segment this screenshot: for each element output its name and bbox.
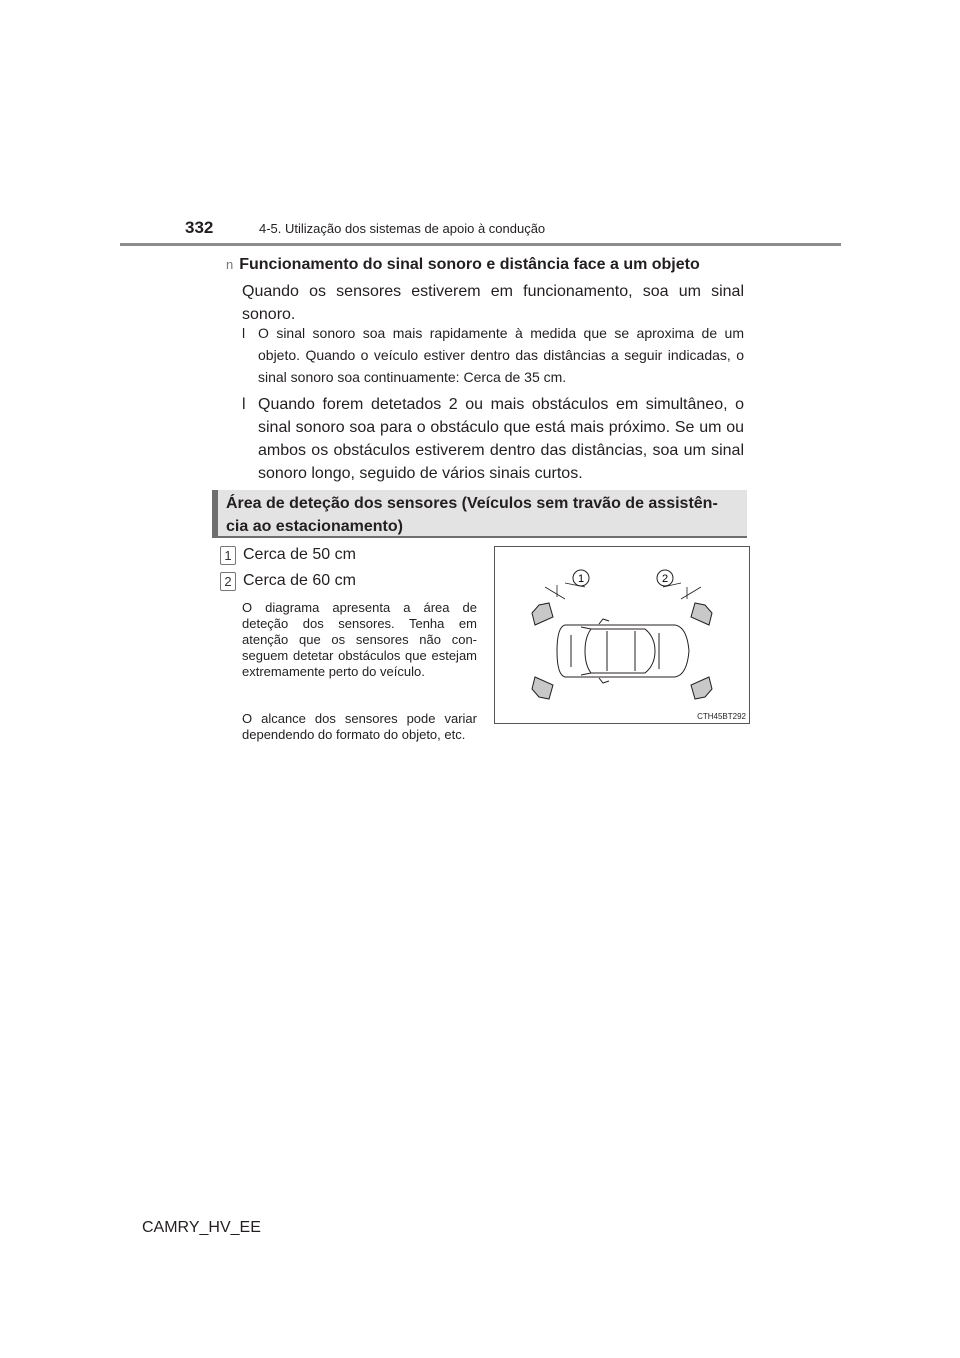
bullet-text: O sinal sonoro soa mais rapidamente à medida que se aproxima de um objeto. Quando o veículo estiver dentro das distâncias a seguir indicadas, o sinal sonoro soa continuamente: Cerca de 35 cm. — [258, 325, 744, 385]
legend-item-1 — [220, 546, 356, 565]
legend-text-2: Cerca de 60 cm — [243, 572, 356, 589]
sensor-zone-rear-upper — [532, 603, 553, 625]
sensor-zone-rear-lower — [532, 677, 553, 699]
legend-number-2: 2 — [220, 572, 236, 591]
callout-2-label: 2 — [661, 573, 669, 585]
header-rule — [120, 243, 841, 246]
car-sensor-illustration — [495, 547, 751, 725]
bullet-item — [242, 393, 744, 485]
callout-1-marker — [573, 570, 589, 586]
car-top-view — [557, 619, 689, 683]
sensor-detection-diagram — [494, 546, 750, 724]
bullet-marker: l — [242, 325, 246, 341]
bullet-text: Quando forem detetados 2 ou mais obstáculos em simultâneo, o sinal sonoro soa para o obstáculo que está mais próximo. Se um ou ambos os obstáculos estiverem dentro das distâncias, soa um sinal sonoro longo, seguido de vários sinais curtos. — [258, 396, 744, 482]
note-paragraph: O alcance dos sensores pode variar dependendo do formato do objeto, etc. — [242, 711, 477, 742]
bullet-item — [242, 322, 744, 388]
intro-paragraph: Quando os sensores estiverem em funcionamento, soa um sinal sonoro. — [242, 283, 744, 323]
bullet-marker: l — [242, 396, 246, 413]
legend-item-2 — [220, 572, 356, 591]
subsection-heading — [226, 256, 700, 274]
sensor-zone-front-lower — [691, 677, 712, 699]
subsection-title: Funcionamento do sinal sonoro e distância face a um objeto — [239, 256, 700, 273]
detection-area-heading-line2: cia ao estacionamento) — [226, 518, 403, 535]
section-header: 4-5. Utilização dos sistemas de apoio à condução — [259, 221, 546, 236]
detection-area-heading — [212, 490, 747, 538]
footer-model-code: CAMRY_HV_EE — [142, 1219, 261, 1236]
note-paragraph: O diagrama apresenta a área de deteção dos sensores. Tenha em atenção que os sensores não con-seguem detetar obstáculos que estejam extremamente perto do veículo. — [242, 600, 477, 679]
subsection-marker: n — [226, 257, 234, 272]
callout-2-marker — [657, 570, 673, 586]
sensor-zones — [532, 603, 712, 699]
detection-area-heading-line1: Área de deteção dos sensores (Veículos sem travão de assistên- — [226, 495, 718, 512]
page-number: 332 — [185, 218, 214, 237]
sensor-zone-front-upper — [691, 603, 712, 625]
callout-1-label: 1 — [577, 573, 585, 585]
figure-code: CTH45BT292 — [697, 712, 746, 721]
legend-text-1: Cerca de 50 cm — [243, 546, 356, 563]
callout-leaders — [545, 583, 701, 599]
legend-number-1: 1 — [220, 546, 236, 565]
